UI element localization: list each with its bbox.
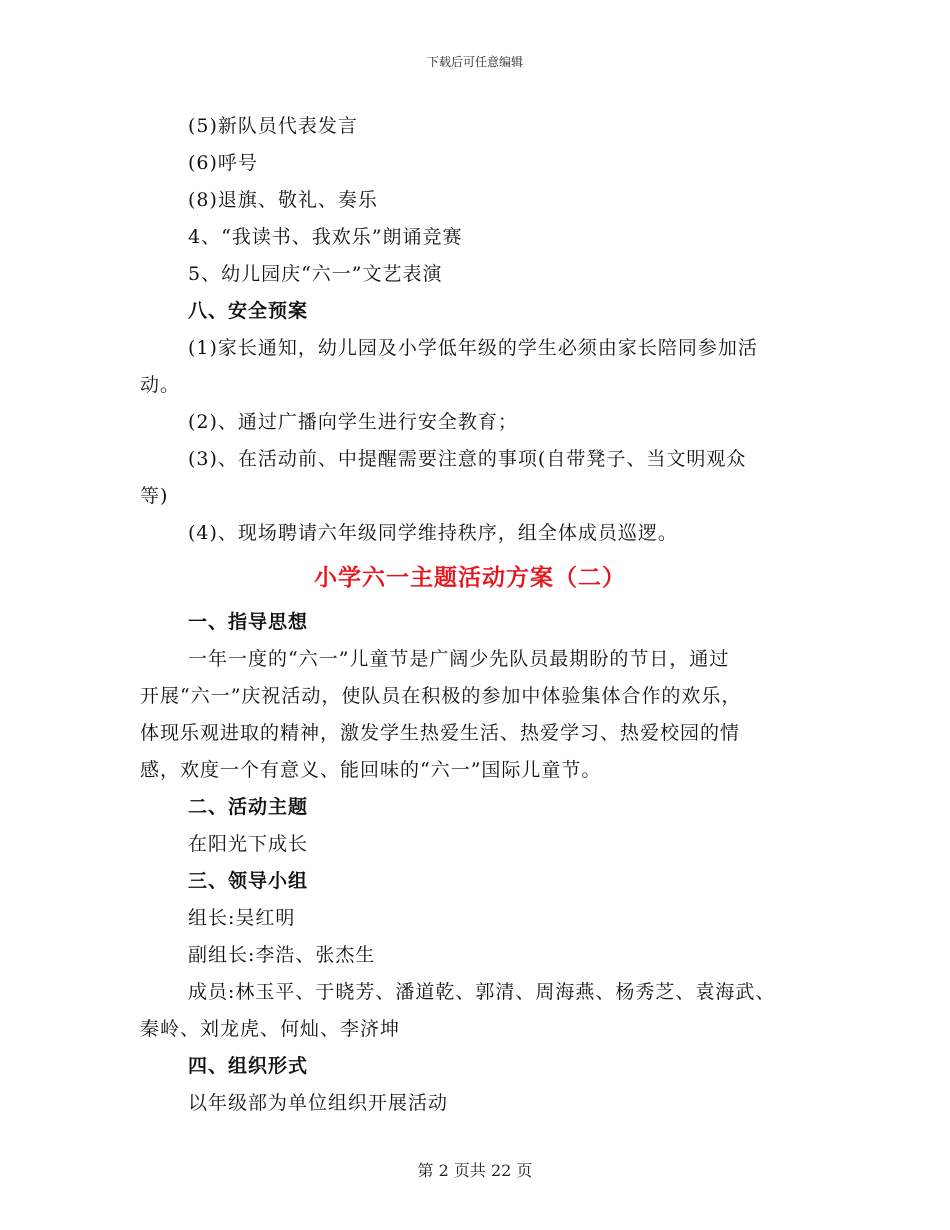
list-item: (8)退旗、敬礼、奏乐 [188,189,378,211]
paragraph-line: 动。 [140,374,181,396]
paragraph-line: 秦岭、刘龙虎、何灿、李济坤 [140,1018,401,1040]
paragraph-line: 感，欢度一个有意义、能回味的“六一”国际儿童节。 [140,759,602,781]
paragraph-line: 体现乐观进取的精神，激发学生热爱生活、热爱学习、热爱校园的情 [140,722,741,744]
paragraph-line: 开展“六一”庆祝活动，使队员在积极的参加中体验集体合作的欢乐， [140,685,742,707]
section-heading-safety: 八、安全预案 [188,300,309,322]
paragraph-line: (2)、通过广播向学生进行安全教育； [188,411,518,433]
section-heading-leadership: 三、领导小组 [188,870,309,892]
document-title: 小学六一主题活动方案（二） [314,564,626,591]
header-note: 下载后可任意编辑 [426,55,523,69]
paragraph-line: (3)、在活动前、中提醒需要注意的事项(自带凳子、当文明观众 [188,448,747,470]
list-item: 4、“我读书、我欢乐”朗诵竞赛 [188,226,463,248]
paragraph-line: 一年一度的“六一”儿童节是广阔少先队员最期盼的节日，通过 [188,648,730,670]
list-item: (5)新队员代表发言 [188,115,358,137]
paragraph-line: 组长:吴红明 [188,907,296,929]
paragraph-line: 以年级部为单位组织开展活动 [188,1092,449,1114]
paragraph-line: 等) [140,485,169,507]
paragraph-line: (1)家长通知，幼儿园及小学低年级的学生必须由家长陪同参加活 [188,337,758,359]
page-number: 第 2 页共 22 页 [417,1161,533,1180]
paragraph-line: 成员:林玉平、于晓芳、潘道乾、郭清、周海燕、杨秀芝、袁海武、 [188,981,776,1003]
section-heading-guiding-ideas: 一、指导思想 [188,611,309,633]
paragraph-line: 副组长:李浩、张杰生 [188,944,376,966]
section-heading-theme: 二、活动主题 [188,796,309,818]
list-item: 5、幼儿园庆“六一”文艺表演 [188,263,443,285]
document-body [140,108,830,1122]
paragraph-line: 在阳光下成长 [188,833,309,855]
list-item: (6)呼号 [188,152,258,174]
section-heading-organization: 四、组织形式 [188,1055,309,1077]
paragraph-line: (4)、现场聘请六年级同学维持秩序，组全体成员巡逻。 [188,522,678,544]
